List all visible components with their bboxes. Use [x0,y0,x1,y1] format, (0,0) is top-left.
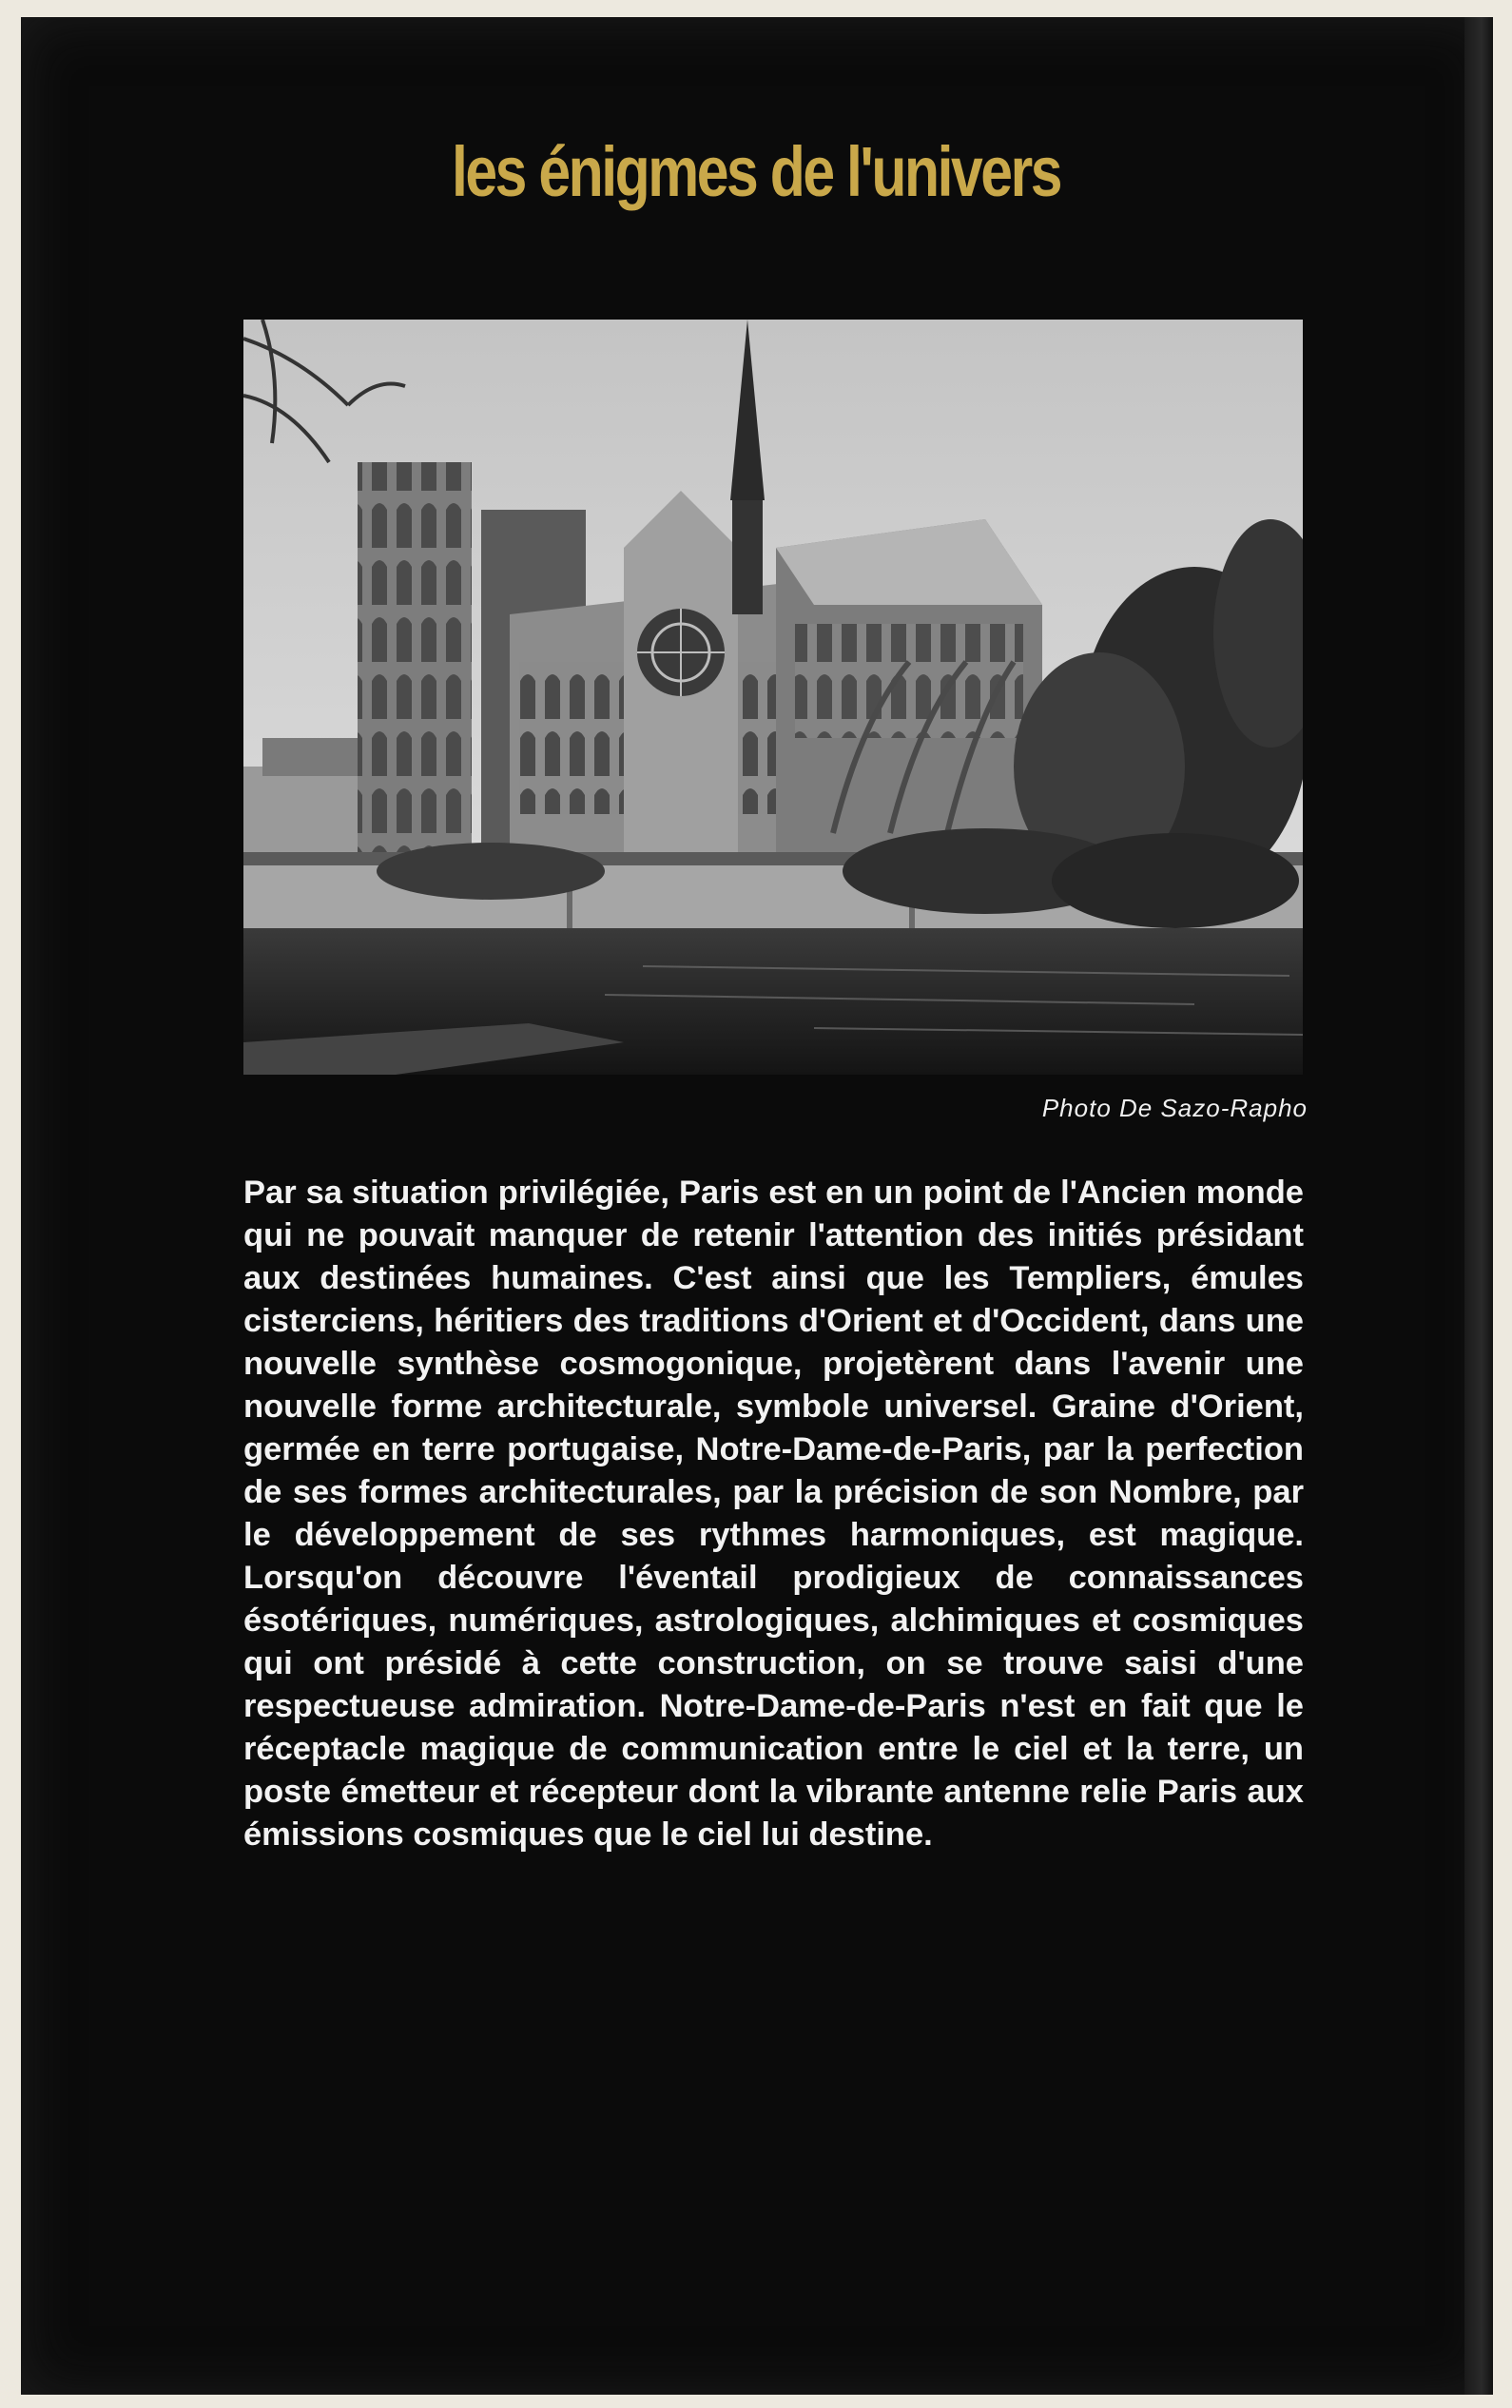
photo-credit: Photo De Sazo-Rapho [1041,1094,1308,1122]
cover-spine-edge [1464,17,1493,2395]
notre-dame-photo [243,320,1303,1075]
back-cover-blurb: Par sa situation privilégiée, Paris est en un point de l'Ancien monde qui ne pouvait manquer de retenir l'attention des initiés présidant aux destinées humaines. C'est ainsi que les Templiers, émules cisterciens, héritiers des traditions d'Orient et d'Occident, dans une nouvelle synthèse cosmogonique, projetèrent dans l'avenir une nouvelle forme architecturale, symbole universel. Graine d'Orient, germée en terre portugaise, Notre-Dame-de-Paris, par la perfection de ses formes architecturales, par la précision de son Nombre, par le développement de ses rythmes harmoniques, est magique. Lorsqu'on découvre l'éventail prodigieux de connaissances ésotériques, numériques, astrologiques, alchimiques et cosmiques qui ont présidé à cette construction, on se trouve saisi d'une respectueuse admiration. Notre-Dame-de-Paris n'est en fait que le réceptacle magique de communication entre le ciel et la terre, un poste émetteur et récepteur dont la vibrante antenne relie Paris aux émissions cosmiques que le ciel lui destine. [243,1175,1304,1853]
series-title: les énigmes de l'univers [451,132,1061,211]
